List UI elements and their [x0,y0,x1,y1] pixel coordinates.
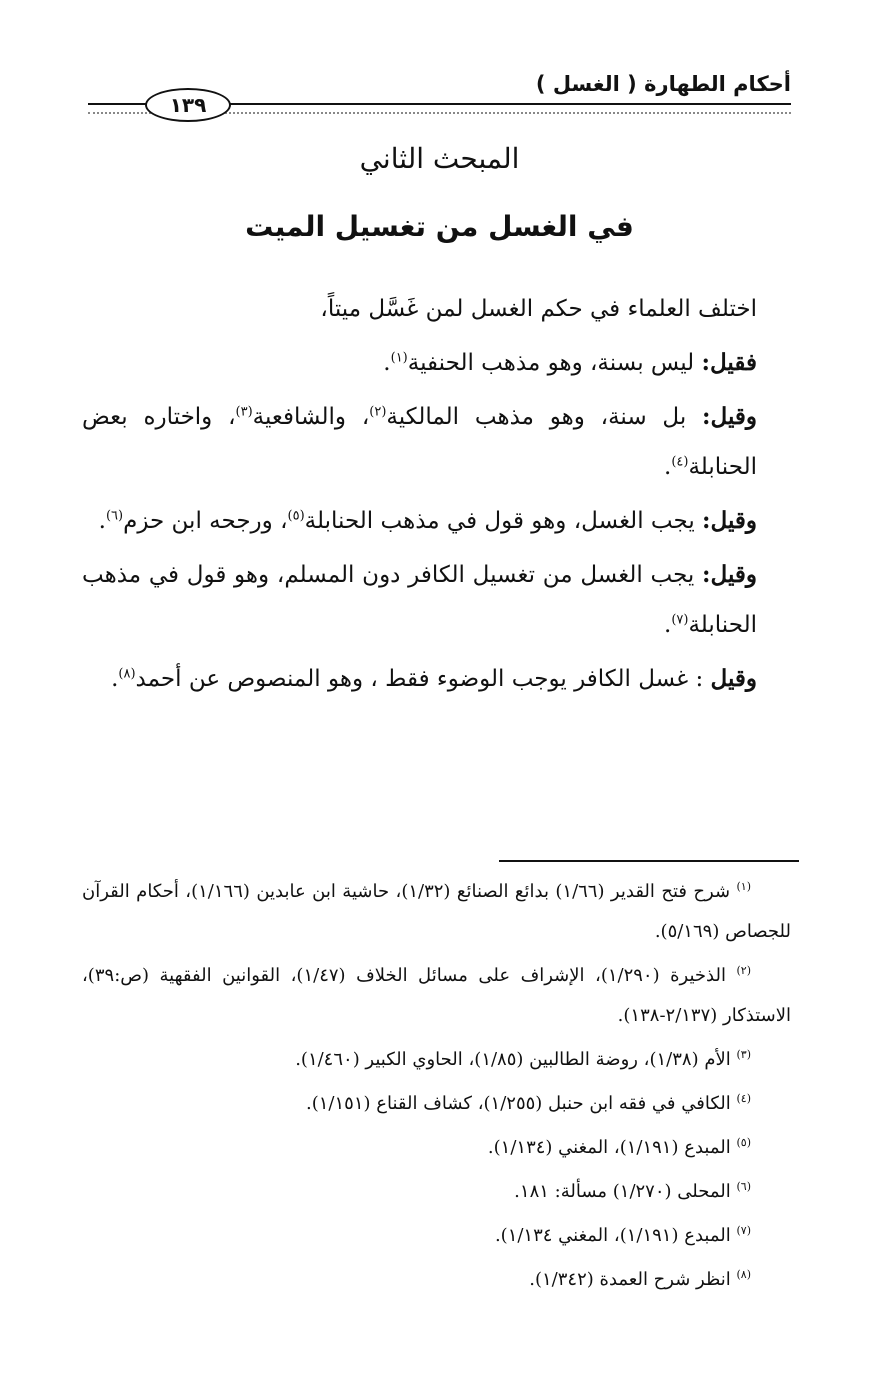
full-stop: . [383,350,391,376]
opinion-paragraph-4 [82,550,797,650]
section-heading: المبحث الثاني [359,142,520,175]
footnote-ref: (٦) [105,508,124,524]
full-stop: . [111,666,119,692]
opinion-keyword: وقيل: [702,403,757,430]
full-stop: . [98,508,106,534]
opinion-text: يجب الغسل، وهو قول في مذهب الحنابلة [304,508,703,534]
footnote-number: (٤) [736,1092,751,1105]
footnote-number: (٥) [736,1136,751,1149]
footnote-ref: (٨) [118,666,136,682]
full-stop: . [664,612,672,638]
opinion-paragraph-3 [82,496,797,546]
opinion-paragraph-1 [82,338,797,388]
footnote-number: (٣) [736,1048,751,1061]
footnote-text: المبدع (١/١٩١)، المغني ١/١٣٤). [494,1225,731,1246]
footnote-number: (٢) [736,964,751,977]
footnote-6 [82,1172,791,1212]
page-number: ١٣٩ [145,88,231,122]
footnote-8 [82,1260,791,1300]
footnote-text: الأم (١/٣٨)، روضة الطالبين (١/٨٥)، الحاوي الكبير (١/٤٦٠). [295,1049,731,1070]
opinion-text: بل سنة، وهو مذهب المالكية [386,404,703,430]
footnote-separator [499,860,799,862]
footnote-3 [82,1040,791,1080]
footnote-ref: (١) [390,350,408,366]
footnote-ref: (٤) [671,454,689,470]
opinion-keyword: وقيل [710,665,757,692]
footnote-5 [82,1128,791,1168]
footnotes [82,872,791,1304]
footnote-1 [82,872,791,952]
opinion-text: ، ورجحه ابن حزم [123,508,288,534]
opinion-text: ، والشافعية [252,404,370,430]
opinion-text: ، واختاره بعض الحنابلة [82,404,757,480]
footnote-number: (٨) [736,1268,751,1281]
full-stop: . [664,454,672,480]
body-text [82,284,797,708]
running-title: أحكام الطهارة ( الغسل ) [535,72,791,96]
footnote-4 [82,1084,791,1124]
footnote-ref: (٧) [671,612,689,628]
footnote-number: (٦) [736,1180,751,1193]
footnote-text: المبدع (١/١٩١)، المغني (١/١٣٤). [487,1137,731,1158]
footnote-ref: (٣) [235,404,253,420]
footnote-text: الكافي في فقه ابن حنبل (١/٢٥٥)، كشاف القناع (١/١٥١). [306,1093,731,1114]
opinion-paragraph-2 [82,392,797,492]
footnote-text: انظر شرح العمدة (١/٣٤٢). [529,1269,731,1290]
footnote-ref: (٥) [287,508,305,524]
opinion-text: ليس بسنة، وهو مذهب الحنفية [407,350,702,376]
opinion-keyword: وقيل: [702,507,757,534]
opinion-text: يجب الغسل من تغسيل الكافر دون المسلم، وهو قول في مذهب الحنابلة [82,562,757,638]
opinion-text: : غسل الكافر يوجب الوضوء فقط ، وهو المنصوص عن أحمد [135,666,711,692]
footnote-text: الذخيرة (١/٢٩٠)، الإشراف على مسائل الخلاف (١/٤٧)، القوانين الفقهية (ص:٣٩)، الاستذكار (٢/١٣٧-١٣٨). [82,965,791,1026]
footnote-2 [82,956,791,1036]
footnote-7 [82,1216,791,1256]
footnote-ref: (٢) [369,404,387,420]
chapter-title: في الغسل من تغسيل الميت [245,210,634,243]
intro-paragraph: اختلف العلماء في حكم الغسل لمن غَسَّل ميتاً، [320,296,757,322]
opinion-keyword: فقيل: [701,349,757,376]
opinion-paragraph-5 [82,654,797,704]
footnote-number: (٧) [736,1224,751,1237]
footnote-number: (١) [736,880,752,893]
footnote-text: شرح فتح القدير (١/٦٦) بدائع الصنائع (١/٣٢)، حاشية ابن عابدين (١/١٦٦)، أحكام القرآن للجصاص (٥/١٦٩). [82,881,791,942]
opinion-keyword: وقيل: [702,561,757,588]
footnote-text: المحلى (١/٢٧٠) مسألة: ١٨١. [514,1181,731,1202]
